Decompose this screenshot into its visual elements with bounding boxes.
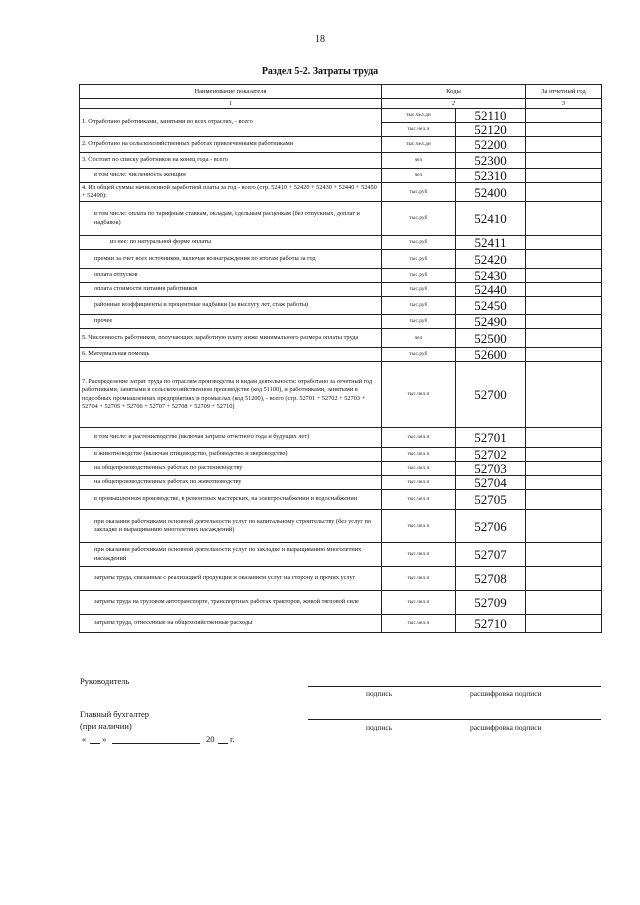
row-code: 52310 — [456, 169, 526, 183]
row-value-cell[interactable] — [526, 202, 602, 236]
row-value-cell[interactable] — [526, 567, 602, 591]
row-value-cell[interactable] — [526, 348, 602, 362]
row-code: 52710 — [456, 615, 526, 633]
date-year-prefix: 20 — [206, 734, 215, 744]
row-unit: чел — [382, 329, 456, 348]
row-name: 2. Отработано на сельскохозяйственных работах привлеченными работниками — [80, 137, 382, 153]
row-value-cell[interactable] — [526, 615, 602, 633]
table-row — [80, 428, 602, 448]
labor-costs-table — [79, 84, 602, 633]
col-num-3: 3 — [526, 99, 602, 109]
row-code: 52500 — [456, 329, 526, 348]
row-value-cell[interactable] — [526, 591, 602, 615]
row-name: на общепроизводственных работах по растениеводству — [80, 462, 382, 476]
row-value-cell[interactable] — [526, 510, 602, 543]
table-row — [80, 202, 602, 236]
row-code: 52490 — [456, 315, 526, 329]
row-unit: тыс.руб — [382, 269, 456, 283]
section-title: Раздел 5-2. Затраты труда — [261, 66, 379, 77]
row-unit: тыс.чел.ч — [382, 123, 456, 137]
row-unit: тыс.руб — [382, 348, 456, 362]
row-value-cell[interactable] — [526, 362, 602, 428]
row-name: оплата стоимости питания работников — [80, 283, 382, 297]
row-code: 52705 — [456, 490, 526, 510]
row-code: 52300 — [456, 153, 526, 169]
row-code: 52703 — [456, 462, 526, 476]
table-row — [80, 250, 602, 269]
table-row — [80, 543, 602, 567]
row-name: в том числе: в растениеводстве (включая затраты отчетного года и будущих лет) — [80, 428, 382, 448]
row-unit: тыс.чел.ч — [382, 591, 456, 615]
accountant-label: Главный бухгалтер — [80, 709, 150, 719]
row-unit: тыс.чел.ч — [382, 362, 456, 428]
row-value-cell[interactable] — [526, 137, 602, 153]
row-name: в животноводстве (включая птицеводство, рыбоводство и звероводство) — [80, 448, 382, 462]
row-code: 52702 — [456, 448, 526, 462]
date-close-quote: » — [102, 734, 107, 744]
row-name: в промышленном производстве, в ремонтных мастерских, на электроснабжении и водоснабжении — [80, 490, 382, 510]
table-row — [80, 615, 602, 633]
column-numbers-row — [80, 99, 602, 109]
row-unit: тыс.руб — [382, 297, 456, 315]
row-code: 52120 — [456, 123, 526, 137]
row-unit: чел — [382, 169, 456, 183]
col-num-1: 1 — [80, 99, 382, 109]
row-code: 52410 — [456, 202, 526, 236]
table-row — [80, 109, 602, 123]
head-label: Руководитель — [80, 676, 130, 686]
table-row — [80, 329, 602, 348]
row-name: при оказании работниками основной деятельности услуг по закладке и выращиванию многолетних насаждений — [80, 543, 382, 567]
row-code: 52411 — [456, 236, 526, 250]
accountant-decoding-caption: расшифровка подписи — [470, 723, 542, 732]
table-row — [80, 362, 602, 428]
row-unit: тыс.чел.ч — [382, 567, 456, 591]
row-name: в том числе: оплата по тарифным ставкам, окладам, сдельным расценкам (без отпускных, доплат и надбавок) — [80, 202, 382, 236]
row-name: затраты труда, отнесенные на общехозяйственные расходы — [80, 615, 382, 633]
row-name: 3. Состоит по списку работников на конец года - всего — [80, 153, 382, 169]
row-code: 52440 — [456, 283, 526, 297]
table-row — [80, 510, 602, 543]
table-row — [80, 315, 602, 329]
row-unit: тыс.руб — [382, 315, 456, 329]
row-name: на общепроизводственных работах по животноводству — [80, 476, 382, 490]
row-name: 6. Материальная помощь — [80, 348, 382, 362]
header-codes: Коды — [382, 85, 526, 99]
row-code: 52707 — [456, 543, 526, 567]
accountant-note: (при наличии) — [80, 721, 132, 731]
row-code: 52709 — [456, 591, 526, 615]
col-num-2: 2 — [382, 99, 526, 109]
row-unit: тыс.чел.ч — [382, 615, 456, 633]
header-value: За отчетный год — [526, 85, 602, 99]
row-name: затраты труда, связанные с реализацией продукции и оказанием услуг на сторону и прочих услуг — [80, 567, 382, 591]
row-value-cell[interactable] — [526, 490, 602, 510]
table-row — [80, 591, 602, 615]
row-name: оплата отпусков — [80, 269, 382, 283]
head-decoding-caption: расшифровка подписи — [470, 689, 542, 698]
page-number: 18 — [315, 34, 325, 45]
row-name: из нее: по натуральной форме оплаты — [80, 236, 382, 250]
row-value-cell[interactable] — [526, 183, 602, 202]
row-value-cell[interactable] — [526, 476, 602, 490]
row-unit: чел — [382, 153, 456, 169]
row-value-cell[interactable] — [526, 269, 602, 283]
head-signature-caption: подпись — [366, 689, 393, 698]
row-code: 52110 — [456, 109, 526, 123]
date-year-suffix: г. — [230, 734, 235, 744]
row-code: 52400 — [456, 183, 526, 202]
row-code: 52450 — [456, 297, 526, 315]
row-unit: тыс.чел.ч — [382, 543, 456, 567]
table-row — [80, 476, 602, 490]
row-name: 7. Распределение затрат труда по отраслям производства и видам деятельности: отработано за отчетный год работниками, занятыми в сельскохозяйственном производстве (код 51100), и работниками, занятыми в подсобных промышленных предприятиях и промыслах (код 51200), - всего (стр. 52701 + 52702 + 52703 + 52704 + 52705 + 52706 + 52707 + 52708 + 52709 + 52710) — [80, 362, 382, 428]
row-unit: тыс.чел.ч — [382, 476, 456, 490]
row-name: при оказании работниками основной деятельности услуг по капитальному строительству (без услуг по закладке и выращиванию многолетних насаждений) — [80, 510, 382, 543]
row-unit: тыс.руб — [382, 183, 456, 202]
date-year-field[interactable] — [218, 743, 228, 744]
row-value-cell[interactable] — [526, 543, 602, 567]
table-row — [80, 153, 602, 169]
row-code: 52200 — [456, 137, 526, 153]
row-name: в том числе: численность женщин — [80, 169, 382, 183]
row-value-cell[interactable] — [526, 297, 602, 315]
table-row — [80, 348, 602, 362]
header-name: Наименование показателя — [80, 85, 382, 99]
row-value-cell[interactable] — [526, 109, 602, 123]
row-value-cell[interactable] — [526, 236, 602, 250]
row-value-cell[interactable] — [526, 153, 602, 169]
row-unit: тыс.чел.ч — [382, 448, 456, 462]
row-unit: тыс.руб — [382, 236, 456, 250]
table-row — [80, 183, 602, 202]
table-row — [80, 269, 602, 283]
table-row — [80, 137, 602, 153]
row-value-cell[interactable] — [526, 329, 602, 348]
row-code: 52704 — [456, 476, 526, 490]
table-row — [80, 169, 602, 183]
row-code: 52430 — [456, 269, 526, 283]
table-row — [80, 448, 602, 462]
row-value-cell[interactable] — [526, 123, 602, 137]
date-month-field[interactable] — [112, 743, 200, 744]
table-row — [80, 297, 602, 315]
row-unit: тыс.чел.дн — [382, 109, 456, 123]
date-open-quote: « — [82, 734, 87, 744]
table-row — [80, 462, 602, 476]
row-value-cell[interactable] — [526, 169, 602, 183]
row-value-cell[interactable] — [526, 462, 602, 476]
row-unit: тыс.руб — [382, 283, 456, 297]
row-unit: тыс.чел.дн — [382, 137, 456, 153]
row-unit: тыс.чел.ч — [382, 490, 456, 510]
row-name: 4. Из общей суммы начисленной заработной платы за год - всего (стр. 52410 + 52420 + 52430 + 52440 + 52450 + 52490): — [80, 183, 382, 202]
accountant-signature-caption: подпись — [366, 723, 393, 732]
row-value-cell[interactable] — [526, 250, 602, 269]
row-code: 52600 — [456, 348, 526, 362]
head-signature-line[interactable] — [308, 686, 601, 687]
table-row — [80, 490, 602, 510]
row-unit: тыс.руб — [382, 250, 456, 269]
table-header-row — [80, 85, 602, 99]
table-row — [80, 567, 602, 591]
date-day-field[interactable] — [90, 743, 100, 744]
row-code: 52708 — [456, 567, 526, 591]
row-code: 52420 — [456, 250, 526, 269]
row-code: 52700 — [456, 362, 526, 428]
row-value-cell[interactable] — [526, 448, 602, 462]
row-unit: тыс.руб — [382, 202, 456, 236]
row-value-cell[interactable] — [526, 283, 602, 297]
row-name: 1. Отработано работниками, занятыми во всех отраслях, - всего — [80, 109, 382, 137]
row-unit: тыс.чел.ч — [382, 510, 456, 543]
row-code: 52701 — [456, 428, 526, 448]
row-unit: тыс.чел.ч — [382, 462, 456, 476]
row-name: прочее — [80, 315, 382, 329]
row-value-cell[interactable] — [526, 315, 602, 329]
row-code: 52706 — [456, 510, 526, 543]
accountant-signature-line[interactable] — [308, 719, 601, 720]
row-unit: тыс.чел.ч — [382, 428, 456, 448]
row-value-cell[interactable] — [526, 428, 602, 448]
table-row — [80, 283, 602, 297]
row-name: 5. Численность работников, получающих заработную плату ниже минимального размера оплаты труда — [80, 329, 382, 348]
row-name: затраты труда на грузовом автотранспорте, транспортных работах тракторов, живой тягловой силе — [80, 591, 382, 615]
table-row — [80, 236, 602, 250]
row-name: районные коэффициенты и процентные надбавки (за выслугу лет, стаж работы) — [80, 297, 382, 315]
row-name: премии за счет всех источников, включая вознаграждения по итогам работы за год — [80, 250, 382, 269]
